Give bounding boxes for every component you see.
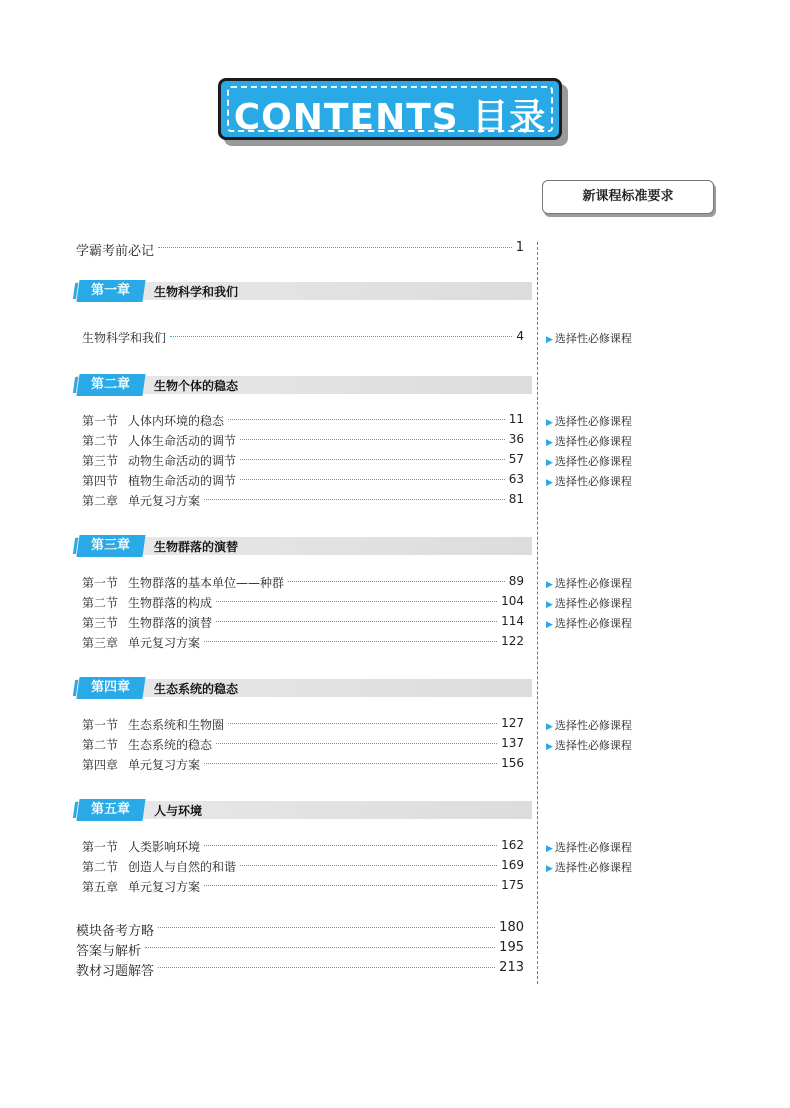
triangle-icon: ▶ xyxy=(546,844,553,854)
section-number: 第一节 xyxy=(82,576,119,590)
requirement-tag xyxy=(546,717,632,733)
toc-entry[interactable] xyxy=(0,327,790,347)
requirement-text: 选择性必修课程 xyxy=(554,455,632,468)
entry-title: 人体内环境的稳态 xyxy=(128,414,225,428)
page-number: 81 xyxy=(508,492,524,506)
leader-dots xyxy=(170,336,512,337)
entry-title: 生物群落的基本单位——种群 xyxy=(128,576,285,590)
leader-dots xyxy=(204,499,505,500)
section-number: 第五章 xyxy=(82,880,119,894)
triangle-icon: ▶ xyxy=(546,600,553,610)
requirement-tag xyxy=(546,575,632,591)
chapter-header[interactable] xyxy=(76,535,532,557)
leader-dots xyxy=(204,845,497,846)
requirement-text: 选择性必修课程 xyxy=(554,435,632,448)
toc-entry[interactable] xyxy=(0,572,790,592)
section-number: 第二章 xyxy=(82,494,119,508)
chapter-tag xyxy=(76,280,145,302)
toc-entry[interactable] xyxy=(0,592,790,612)
leader-dots xyxy=(228,723,497,724)
toc-entry[interactable] xyxy=(0,734,790,754)
section-number: 第一节 xyxy=(82,414,119,428)
chapter-header[interactable] xyxy=(76,280,532,302)
toc-entry[interactable] xyxy=(0,938,790,958)
chapter-tag-text: 第五章 xyxy=(91,802,131,817)
section-number: 第三节 xyxy=(82,454,119,468)
requirement-text: 选择性必修课程 xyxy=(554,841,632,854)
leader-dots xyxy=(216,621,497,622)
entry-title: 创造人与自然的和谐 xyxy=(128,860,237,874)
entry-title: 生态系统的稳态 xyxy=(128,738,213,752)
leader-dots xyxy=(204,763,497,764)
leader-dots xyxy=(240,459,505,460)
toc-entry[interactable] xyxy=(0,470,790,490)
toc-entry[interactable] xyxy=(0,754,790,774)
leader-dots xyxy=(228,419,505,420)
chapter-header[interactable] xyxy=(76,374,532,396)
triangle-icon: ▶ xyxy=(546,722,553,732)
chapter-title: 生物群落的演替 xyxy=(154,540,239,554)
leader-dots xyxy=(158,927,495,928)
section-number: 第四章 xyxy=(82,758,119,772)
entry-title: 答案与解析 xyxy=(76,940,141,959)
requirement-tag xyxy=(546,453,632,469)
banner-title: CONTENTS 目录 xyxy=(233,97,547,138)
requirement-text: 选择性必修课程 xyxy=(554,332,632,345)
section-number: 第一节 xyxy=(82,718,119,732)
toc-entry[interactable] xyxy=(0,958,790,978)
page-number: 127 xyxy=(501,716,524,730)
requirement-text: 选择性必修课程 xyxy=(554,597,632,610)
leader-dots xyxy=(216,743,497,744)
page-number: 114 xyxy=(501,614,524,628)
toc-entry[interactable] xyxy=(0,876,790,896)
requirement-text: 选择性必修课程 xyxy=(554,719,632,732)
toc-entry[interactable] xyxy=(0,836,790,856)
chapter-tag xyxy=(76,535,145,557)
entry-title: 单元复习方案 xyxy=(128,880,201,894)
page-number: 89 xyxy=(508,574,524,588)
requirement-tag xyxy=(546,433,632,449)
section-number: 第三章 xyxy=(82,636,119,650)
triangle-icon: ▶ xyxy=(546,580,553,590)
leader-dots xyxy=(204,641,497,642)
entry-title: 生态系统和生物圈 xyxy=(128,718,225,732)
requirement-tag xyxy=(546,615,632,631)
requirement-tag xyxy=(546,473,632,489)
page-number: 213 xyxy=(499,960,524,975)
toc-entry[interactable] xyxy=(0,430,790,450)
leader-dots xyxy=(158,967,495,968)
toc-entry[interactable] xyxy=(0,612,790,632)
toc-entry[interactable] xyxy=(0,450,790,470)
page-number: 57 xyxy=(508,452,524,466)
entry-title: 教材习题解答 xyxy=(76,960,154,979)
chapter-tag xyxy=(76,677,145,699)
leader-dots xyxy=(158,247,512,248)
toc-entry[interactable] xyxy=(0,238,790,258)
toc-entry[interactable] xyxy=(0,714,790,734)
page-number: 63 xyxy=(508,472,524,486)
section-number: 第四节 xyxy=(82,474,119,488)
page-number: 4 xyxy=(516,329,524,343)
page-number: 195 xyxy=(499,940,524,955)
leader-dots xyxy=(216,601,497,602)
requirement-text: 选择性必修课程 xyxy=(554,739,632,752)
toc-entry[interactable] xyxy=(0,410,790,430)
requirement-text: 选择性必修课程 xyxy=(554,617,632,630)
requirement-tag xyxy=(546,330,632,346)
leader-dots xyxy=(204,885,497,886)
entry-title: 植物生命活动的调节 xyxy=(128,474,237,488)
requirement-text: 选择性必修课程 xyxy=(554,415,632,428)
triangle-icon: ▶ xyxy=(546,418,553,428)
chapter-header[interactable] xyxy=(76,799,532,821)
chapter-header[interactable] xyxy=(76,677,532,699)
triangle-icon: ▶ xyxy=(546,335,553,345)
page-number: 11 xyxy=(508,412,524,426)
triangle-icon: ▶ xyxy=(546,458,553,468)
page-number: 180 xyxy=(499,920,524,935)
section-number: 第二节 xyxy=(82,596,119,610)
section-number: 第一节 xyxy=(82,840,119,854)
page-number: 137 xyxy=(501,736,524,750)
chapter-tag-text: 第二章 xyxy=(91,377,131,392)
entry-title: 单元复习方案 xyxy=(128,494,201,508)
section-number: 第二节 xyxy=(82,434,119,448)
page-number: 104 xyxy=(501,594,524,608)
leader-dots xyxy=(288,581,505,582)
chapter-tag-text: 第一章 xyxy=(91,283,131,298)
triangle-icon: ▶ xyxy=(546,620,553,630)
section-number: 第二节 xyxy=(82,860,119,874)
chapter-tag xyxy=(76,374,145,396)
triangle-icon: ▶ xyxy=(546,478,553,488)
entry-title: 动物生命活动的调节 xyxy=(128,454,237,468)
triangle-icon: ▶ xyxy=(546,864,553,874)
requirement-tag xyxy=(546,839,632,855)
banner-box xyxy=(218,78,562,140)
entry-title: 生物群落的演替 xyxy=(128,616,213,630)
page-number: 175 xyxy=(501,878,524,892)
requirement-text: 选择性必修课程 xyxy=(554,861,632,874)
requirement-tag xyxy=(546,413,632,429)
chapter-tag-text: 第三章 xyxy=(91,538,131,553)
chapter-title: 生物科学和我们 xyxy=(154,285,239,299)
section-number: 第二节 xyxy=(82,738,119,752)
leader-dots xyxy=(240,865,497,866)
leader-dots xyxy=(240,479,505,480)
triangle-icon: ▶ xyxy=(546,438,553,448)
toc-entry[interactable] xyxy=(0,856,790,876)
chapter-title: 生物个体的稳态 xyxy=(154,379,239,393)
entry-title: 模块备考方略 xyxy=(76,920,154,939)
page-number: 36 xyxy=(508,432,524,446)
entry-title: 学霸考前必记 xyxy=(76,240,154,259)
leader-dots xyxy=(145,947,495,948)
section-number: 第三节 xyxy=(82,616,119,630)
toc-entry[interactable] xyxy=(0,632,790,652)
entry-title: 生物群落的构成 xyxy=(128,596,213,610)
page-number: 1 xyxy=(515,240,524,255)
page-number: 156 xyxy=(501,756,524,770)
page-number: 162 xyxy=(501,838,524,852)
entry-title: 人体生命活动的调节 xyxy=(128,434,237,448)
contents-banner xyxy=(218,78,568,146)
entry-title: 单元复习方案 xyxy=(128,758,201,772)
page-number: 122 xyxy=(501,634,524,648)
chapter-tag xyxy=(76,799,145,821)
entry-title: 人类影响环境 xyxy=(128,840,201,854)
toc-entry[interactable] xyxy=(0,918,790,938)
toc-entry[interactable] xyxy=(0,490,790,510)
requirement-tag xyxy=(546,737,632,753)
entry-title: 单元复习方案 xyxy=(128,636,201,650)
requirements-header: 新课程标准要求 xyxy=(542,180,714,214)
chapter-title: 人与环境 xyxy=(154,804,203,818)
chapter-title: 生态系统的稳态 xyxy=(154,682,239,696)
leader-dots xyxy=(240,439,505,440)
requirement-text: 选择性必修课程 xyxy=(554,577,632,590)
chapter-tag-text: 第四章 xyxy=(91,680,131,695)
page-number: 169 xyxy=(501,858,524,872)
requirement-tag xyxy=(546,595,632,611)
triangle-icon: ▶ xyxy=(546,742,553,752)
entry-title: 生物科学和我们 xyxy=(82,331,167,345)
requirement-text: 选择性必修课程 xyxy=(554,475,632,488)
requirement-tag xyxy=(546,859,632,875)
